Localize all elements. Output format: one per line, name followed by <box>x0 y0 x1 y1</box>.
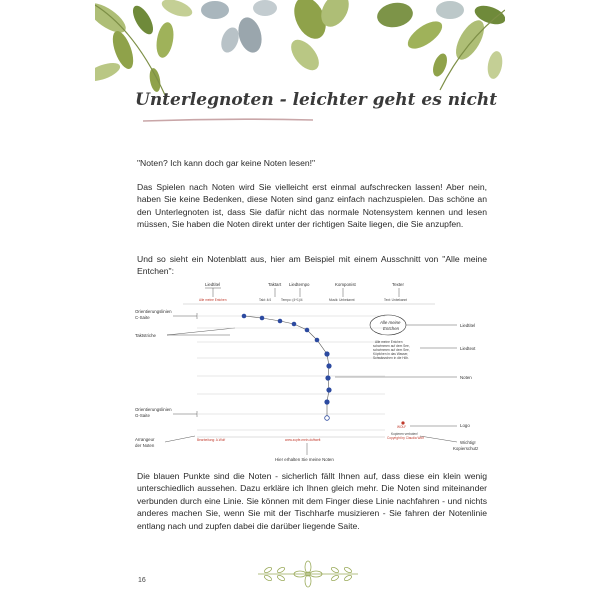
leaf-icon <box>201 0 277 55</box>
label-taktart: Taktart <box>268 282 282 287</box>
notenlinie <box>244 316 329 418</box>
label-wichtig-a: Wichtig! <box>460 440 476 445</box>
sheet-takt: Takt: 4/4 <box>259 298 272 302</box>
note <box>325 375 330 380</box>
lyric-line: Köpfchen in das Wasser, <box>373 352 409 356</box>
label-orientierung-c-a: Orientierungslinien <box>135 309 172 314</box>
left-leader-lines <box>165 313 235 442</box>
label-wichtig-b: Kopierschutz <box>453 446 479 451</box>
label-komponist: Komponist <box>335 282 356 287</box>
page-number: 16 <box>138 577 146 584</box>
logo-text: WOLF <box>397 425 407 429</box>
note <box>278 319 283 324</box>
label-arrangeur-b: der Noten <box>135 443 155 448</box>
sheet-texter: Text: Unbekannt <box>384 298 408 302</box>
page-title: Unterlegnoten - leichter geht es nicht <box>135 90 498 110</box>
note <box>324 399 329 404</box>
lyric-line: Schwänzchen in die Höh. <box>373 356 409 360</box>
lyric-line: schwimmen auf dem See, <box>373 344 410 348</box>
label-orientierung-g-b: G-Saite <box>135 413 150 418</box>
note <box>325 416 330 421</box>
label-orientierung-g-a: Orientierungslinien <box>135 407 172 412</box>
label-liedtitel-right: Liedtitel <box>460 323 476 328</box>
note <box>242 314 247 319</box>
song-emblem <box>370 315 406 335</box>
leaf-icon <box>286 0 355 75</box>
top-leader-lines <box>205 288 399 297</box>
page <box>95 0 505 600</box>
copyright-line-a: Kopieren verboten! <box>391 432 418 436</box>
leaf-icon <box>375 0 505 90</box>
label-texter: Texter <box>392 282 404 287</box>
sheet-tempo: Tempo: (4+1)/4 <box>281 298 303 302</box>
footer-ornament-icon <box>253 560 363 588</box>
label-noten: Noten <box>460 375 472 380</box>
notenblatt-diagram <box>135 280 490 465</box>
label-liedtitel-top: Liedtitel <box>205 282 221 287</box>
label-liedtext: Liedtext <box>460 346 476 351</box>
label-liedtempo: Liedtempo <box>289 282 310 287</box>
lyric-line: schwimmen auf dem See, <box>373 348 410 352</box>
example-paragraph: Und so sieht ein Notenblatt aus, hier am Beispiel mit einem Ausschnitt von "Alle meine Entchen": <box>137 254 487 277</box>
sheet-arrangeur: Bearbeitung: A.Wolf <box>197 438 226 442</box>
sheet-komponist: Musik: Unbekannt <box>329 298 355 302</box>
lyric-line: Alle meine Entchen <box>375 340 403 344</box>
label-taktstriche: Taktstriche <box>135 333 156 338</box>
notes <box>242 314 332 421</box>
leaf-icon <box>95 0 194 95</box>
note <box>326 363 331 368</box>
intro-paragraph: Das Spielen nach Noten wird Sie vielleicht erst einmal aufschrecken lassen! Aber nein, haben Sie keine Bedenken, diese Noten sind ganz einfach nachzuspielen. Das schöne an den Unterlegnoten ist, dass Sie dafür nicht das normale Notensystem kennen und lesen müssen, Sie haben die Noten direkt unter der richtigen Saite liegen, die Sie anzupfen. <box>137 182 487 230</box>
logo-icon <box>401 421 404 424</box>
explanation-paragraph: Die blauen Punkte sind die Noten - sicherlich fällt Ihnen auf, dass diese ein klein wenig unterschiedlich aussehen. Dazu erkläre ich Ihnen gleich mehr. Die Noten sind miteinander verbunden durch eine Linie. Sie können mit dem Finger diese Linie nachfahren - und nichts anderes machen Sie, wenn Sie mit der Tischharfe musizieren - Sie fahren der Notenlinie entlang nach und zupfen dabei die darüber liegende Saite. <box>137 471 487 531</box>
harp-strings <box>197 316 385 430</box>
emblem-text-a: Alle meine <box>380 320 401 325</box>
title-underline <box>143 118 313 122</box>
copyright-line-b: Copyright by Claudia Wolf <box>387 436 424 440</box>
note <box>305 328 310 333</box>
note <box>324 351 329 356</box>
note <box>260 316 265 321</box>
emblem-text-b: Entchen <box>383 326 400 331</box>
note <box>326 387 331 392</box>
sheet-song-title: Alle meine Entchen <box>199 298 227 302</box>
label-logo: Logo <box>460 423 470 428</box>
note <box>292 322 297 327</box>
sheet-website: www.zupfe-mein-duftwelt <box>285 438 321 442</box>
quote-paragraph: "Noten? Ich kann doch gar keine Noten lesen!" <box>137 158 316 168</box>
label-bottom: Hier erhalten Sie meine Noten <box>275 457 334 462</box>
label-arrangeur-a: Arrangeur <box>135 437 155 442</box>
label-orientierung-c-b: C-Saite <box>135 315 150 320</box>
note <box>315 338 320 343</box>
